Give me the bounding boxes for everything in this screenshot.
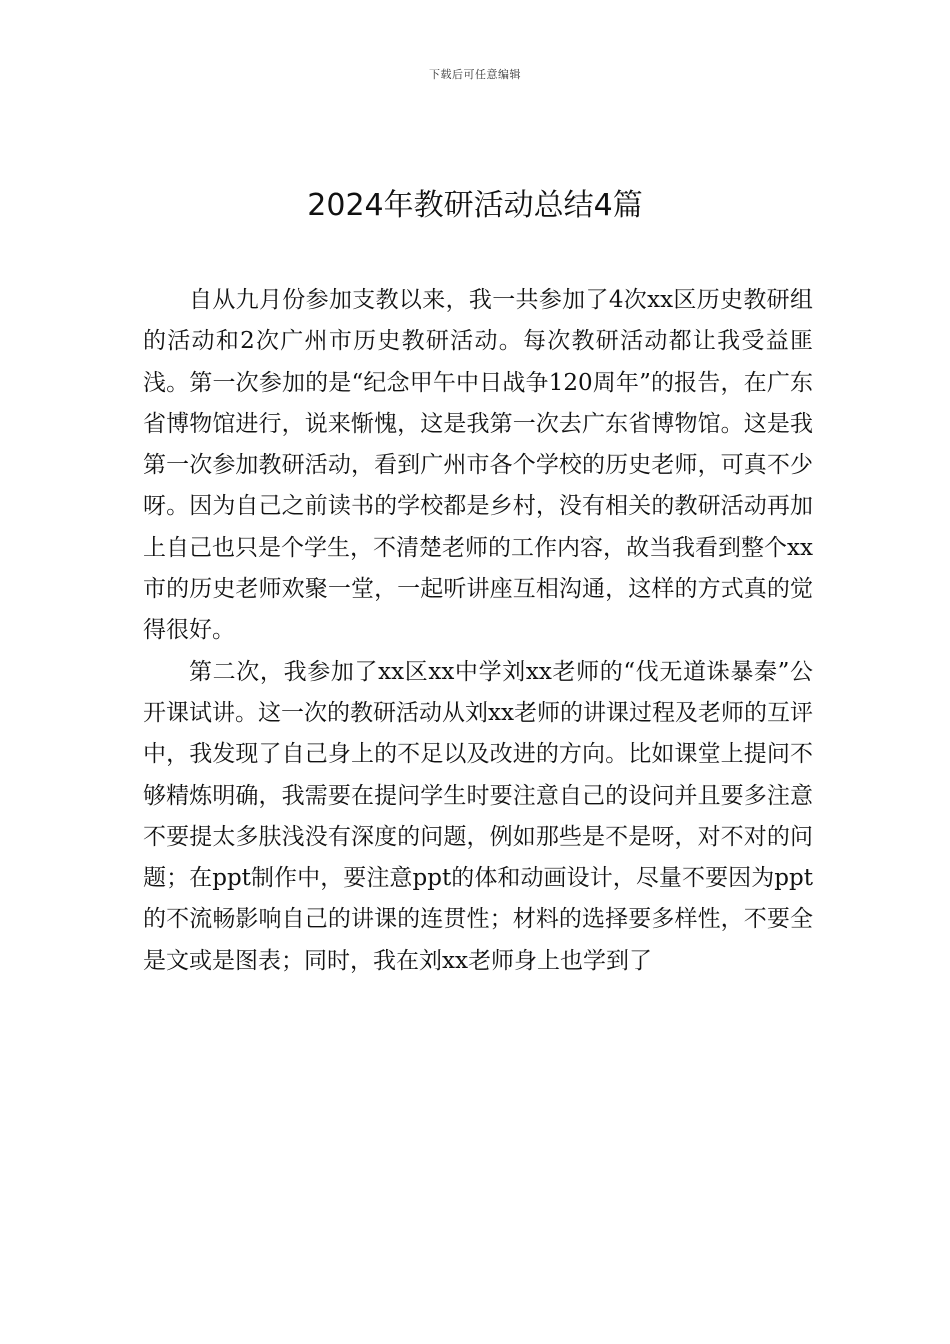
page-header-note: 下载后可任意编辑 (429, 68, 521, 81)
document-title: 2024年教研活动总结4篇 (307, 188, 643, 223)
document-body (143, 280, 813, 982)
body-paragraph-1: 自从九月份参加支教以来，我一共参加了4次xx区历史教研组的活动和2次广州市历史教研活动。每次教研活动都让我受益匪浅。第一次参加的是“纪念甲午中日战争120周年”的报告，在广东省博物馆进行，说来惭愧，这是我第一次去广东省博物馆。这是我第一次参加教研活动，看到广州市各个学校的历史老师，可真不少呀。因为自己之前读书的学校都是乡村，没有相关的教研活动再加上自己也只是个学生，不清楚老师的工作内容，故当我看到整个xx市的历史老师欢聚一堂，一起听讲座互相沟通，这样的方式真的觉得很好。 (143, 287, 813, 644)
body-paragraph-2: 第二次，我参加了xx区xx中学刘xx老师的“伐无道诛暴秦”公开课试讲。这一次的教研活动从刘xx老师的讲课过程及老师的互评中，我发现了自己身上的不足以及改进的方向。比如课堂上提问不够精炼明确，我需要在提问学生时要注意自己的设问并且要多注意不要提太多肤浅没有深度的问题，例如那些是不是呀，对不对的问题；在ppt制作中，要注意ppt的体和动画设计，尽量不要因为ppt的不流畅影响自己的讲课的连贯性；材料的选择要多样性，不要全是文或是图表；同时，我在刘xx老师身上也学到了 (143, 658, 813, 974)
